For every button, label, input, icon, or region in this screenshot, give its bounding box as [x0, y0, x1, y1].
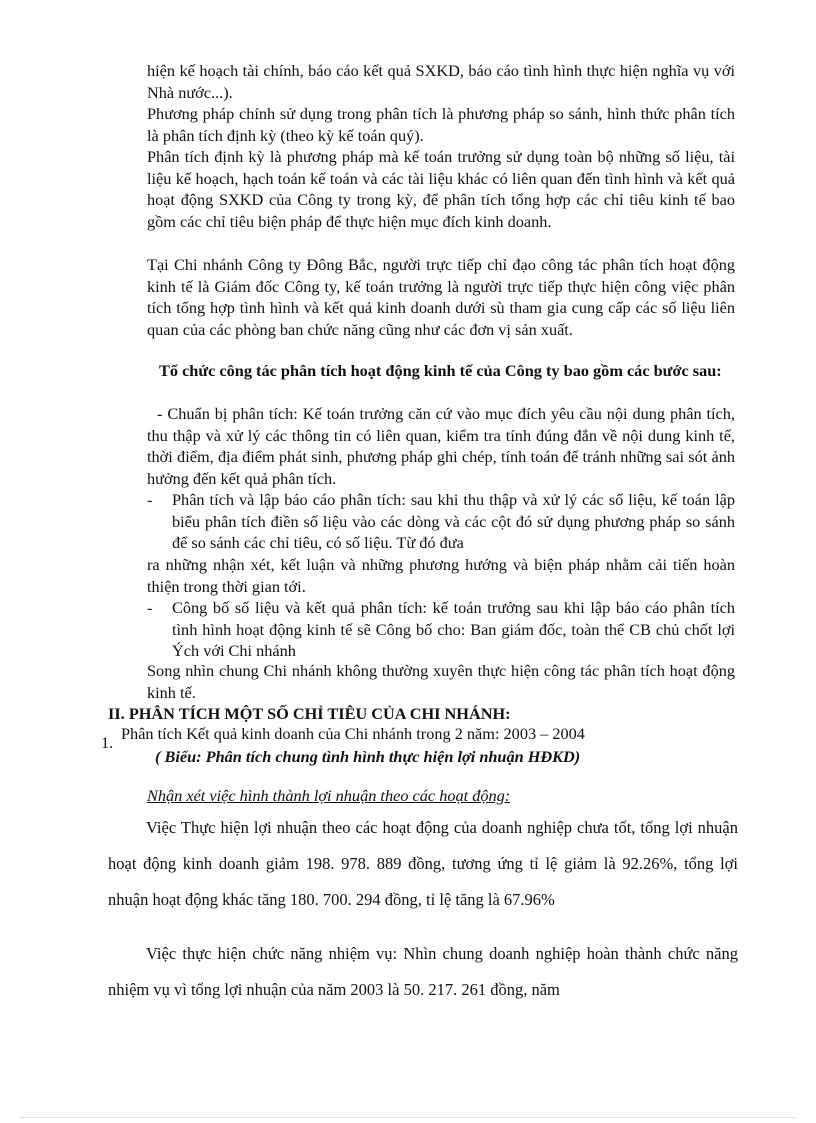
step-publish: [172, 597, 735, 662]
table-caption: [155, 746, 755, 768]
paragraph-method: [147, 103, 735, 146]
remark-profit: [108, 810, 738, 918]
item-title-text: Phân tích Kết quả kinh doanh của Chi nhánh trong 2 năm: 2003 – 2004: [121, 724, 585, 743]
paragraph-text: Song nhìn chung Chi nhánh không thường xuyên thực hiện công tác phân tích hoạt động kinh tế.: [147, 661, 735, 702]
paragraph-branch: [147, 254, 735, 340]
paragraph-periodic-analysis: [147, 146, 735, 232]
paragraph-text: Phương pháp chính sử dụng trong phân tích là phương pháp so sánh, hình thức phân tích là phân tích định kỳ (theo kỳ kế toán quý).: [147, 104, 735, 145]
paragraph-continuation: [147, 60, 735, 103]
paragraph-text: hiện kế hoạch tài chính, báo cáo kết quả SXKD, báo cáo tình hình thực hiện nghĩa vụ với Nhà nước...).: [147, 61, 735, 102]
paragraph-text: Tại Chi nhánh Công ty Đông Bắc, người trực tiếp chỉ đạo công tác phân tích hoạt động kinh tế là Giám đốc Công ty, kế toán trưởng là người trực tiếp thực hiện công việc phân tích tổng hợp tình hình và kết quả kinh doanh dưới sù tham gia cung cấp các số liệu liên quan của các phòng ban chức năng cũng như các đơn vị sản xuất.: [147, 255, 735, 339]
remark-title-text: Nhận xét việc hình thành lợi nhuận theo các hoạt động:: [147, 786, 511, 805]
step-text: Công bố số liệu và kết quả phân tích: kế toán trưởng sau khi lập báo cáo phân tích tình hình hoạt động kinh tế sẽ Công bố cho: Ban giám đốc, toàn thể CB chủ chốt lợi Ých với Chi nhánh: [172, 598, 735, 661]
remark-title: [147, 785, 735, 807]
item-title: [121, 723, 741, 745]
paragraph-text: Phân tích định kỳ là phương pháp mà kế toán trưởng sử dụng toàn bộ những số liệu, tài liệu kế hoạch, hạch toán kế toán và các tài liệu khác có liên quan đến tình hình và kết quả hoạt động SXKD của Công ty trong kỳ, để phân tích tổng hợp các chỉ tiêu kinh tế bao gồm các chỉ tiêu biện pháp để thực hiện mục đích kinh doanh.: [147, 147, 735, 231]
remark-function: [108, 936, 738, 1008]
heading-text: II. PHÂN TÍCH MỘT SỐ CHỈ TIÊU CỦA CHI NHÁNH:: [108, 704, 511, 723]
bullet-dash: -: [147, 490, 153, 509]
step-report-continued: [147, 554, 735, 597]
step-text: Phân tích và lập báo cáo phân tích: sau khi thu thập và xử lý các số liệu, kế toán lập biểu phân tích điền số liệu vào các dòng và các cột đó sử dụng phương pháp so sánh để so sánh các chỉ tiêu, có số liệu. Từ đó đưa: [172, 490, 735, 553]
step-text: - Chuẩn bị phân tích: Kế toán trưởng căn cứ vào mục đích yêu cầu nội dung phân tích, thu thập và xử lý các thông tin có liên quan, kiểm tra tính đúng đắn về nội dung kinh tế, thời điểm, địa điểm phát sinh, phương pháp ghi chép, tính toán để tránh những sai sót ảnh hưởng đến kết quả phân tích.: [147, 404, 735, 488]
item-number: 1.: [101, 733, 114, 752]
page-bottom-divider: [20, 1117, 796, 1118]
section-heading: [108, 703, 748, 725]
bold-heading: [147, 360, 735, 382]
step-prepare: [147, 403, 735, 489]
bullet-dash: -: [147, 598, 153, 617]
step-report: [172, 489, 735, 554]
step-text: ra những nhận xét, kết luận và những phương hướng và biện pháp nhằm cải tiến hoàn thiện trong thời gian tới.: [147, 555, 735, 596]
heading-text: Tổ chức công tác phân tích hoạt động kinh tế của Công ty bao gồm các bước sau:: [159, 361, 722, 380]
paragraph-summary: [147, 660, 735, 703]
remark-text: Việc thực hiện chức năng nhiệm vụ: Nhìn chung doanh nghiệp hoàn thành chức năng nhiệm vụ vì tổng lợi nhuận của năm 2003 là 50. 217. 261 đồng, năm: [108, 944, 738, 999]
caption-text: ( Biểu: Phân tích chung tình hình thực hiện lợi nhuận HĐKD): [155, 747, 581, 766]
remark-text: Việc Thực hiện lợi nhuận theo các hoạt động của doanh nghiệp chưa tốt, tổng lợi nhuận hoạt động kinh doanh giảm 198. 978. 889 đồng, tương ứng tỉ lệ giảm là 92.26%, tổng lợi nhuận hoạt động khác tăng 180. 700. 294 đồng, tỉ lệ tăng là 67.96%: [108, 818, 738, 909]
